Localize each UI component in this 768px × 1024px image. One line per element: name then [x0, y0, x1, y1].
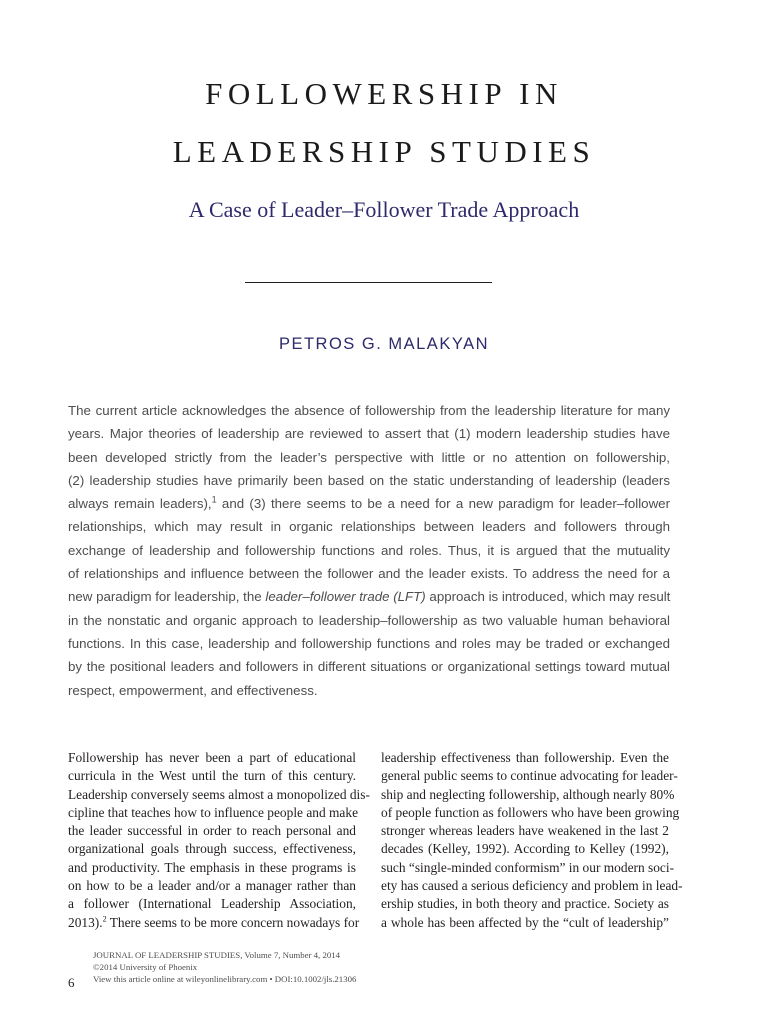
abstract-line — [68, 492, 670, 515]
body-line: a whole has been affected by the “cult of leadership” — [381, 914, 669, 930]
abstract-line: in the nonstatic and organic approach to leadership–followership as two valuable human behavioral — [68, 612, 670, 628]
body-line: a follower (International Leadership Association, — [68, 896, 356, 912]
body-text: 2013). — [68, 914, 103, 930]
abstract-line: years. Major theories of leadership are reviewed to assert that (1) modern leadership studies have — [68, 426, 670, 442]
body-line: organizational goals through success, effectiveness, — [68, 841, 356, 857]
footnote-ref-2: 2 — [102, 914, 107, 924]
abstract-text: always remain leaders), — [68, 496, 212, 512]
journal-citation: JOURNAL OF LEADERSHIP STUDIES, Volume 7, Number 4, 2014 — [93, 950, 341, 960]
abstract-italic-term: leader–follower trade (LFT) — [265, 589, 426, 605]
online-doi-line: View this article online at wileyonlinelibrary.com • DOI:10.1002/jls.21306 — [93, 974, 357, 984]
abstract-text: new paradigm for leadership, the — [68, 589, 266, 605]
body-line: Followership has never been a part of educational — [68, 750, 356, 765]
body-line: on how to be a leader and/or a manager rather than — [68, 878, 356, 894]
body-line: curricula in the West until the turn of this century. — [68, 768, 356, 784]
body-column-left — [68, 749, 370, 932]
body-column-right — [381, 749, 683, 932]
abstract-line: functions. In this case, leadership and followership functions and roles may be traded or exchanged — [68, 635, 670, 651]
abstract-line: (2) leadership studies have primarily been based on the static understanding of leadership (leaders — [68, 472, 670, 488]
abstract-text: and (3) there seems to be a need for a new paradigm for leader–follower — [216, 496, 670, 512]
body-line: stronger whereas leaders have weakened in the last 2 — [381, 823, 669, 839]
body-line: and productivity. The emphasis in these programs is — [68, 859, 356, 875]
abstract-line — [68, 585, 670, 608]
body-line — [68, 914, 360, 932]
page-number: 6 — [68, 975, 75, 990]
body-line: ership studies, in both theory and practice. Society as — [381, 896, 669, 912]
copyright-notice: ©2014 University of Phoenix — [93, 962, 198, 972]
subtitle: A Case of Leader–Follower Trade Approach — [188, 197, 580, 222]
body-line: decades (Kelley, 1992). According to Kelley (1992), — [381, 841, 669, 857]
abstract-line: respect, empowerment, and effectiveness. — [68, 682, 318, 698]
abstract-line: been developed strictly from the leader’s perspective with little or no attention on followership, — [68, 449, 670, 465]
abstract — [68, 399, 670, 702]
footnote-ref-1: 1 — [211, 494, 217, 505]
body-line: such “single-minded conformism” in our modern soci- — [381, 859, 675, 875]
abstract-line: exchange of leadership and followership functions and roles. Thus, it is argued that the mutuality — [68, 542, 670, 558]
title-line-2: LEADERSHIP STUDIES — [172, 134, 596, 169]
body-line: ship and neglecting followership, although nearly 80% — [381, 786, 675, 802]
abstract-line: by the positional leaders and followers in different situations or organizational settings toward mutual — [68, 659, 670, 675]
journal-footer — [93, 949, 356, 985]
body-line: leadership effectiveness than followership. Even the — [381, 750, 669, 765]
abstract-line: The current article acknowledges the absence of followership from the leadership literature for many — [68, 403, 670, 418]
body-line: ety has caused a serious deficiency and problem in lead- — [381, 878, 683, 894]
body-line: the leader successful in order to reach personal and — [68, 823, 356, 839]
title-line-1: FOLLOWERSHIP IN — [205, 76, 563, 111]
body-line: Leadership conversely seems almost a monopolized dis- — [68, 786, 370, 802]
body-line: of people function as followers who have been growing — [381, 804, 680, 820]
abstract-text: approach is introduced, which may result — [425, 589, 671, 605]
body-line: cipline that teaches how to influence people and make — [68, 804, 359, 820]
abstract-line: relationships, which may result in organic relationships between leaders and followers through — [68, 519, 670, 535]
title-divider — [245, 282, 492, 283]
body-line: general public seems to continue advocating for leader- — [381, 768, 678, 784]
author-name: PETROS G. MALAKYAN — [278, 335, 490, 353]
abstract-line: of relationships and influence between the follower and the leader exists. To address the need for a — [68, 566, 670, 582]
body-text: There seems to be more concern nowadays for — [106, 914, 360, 930]
